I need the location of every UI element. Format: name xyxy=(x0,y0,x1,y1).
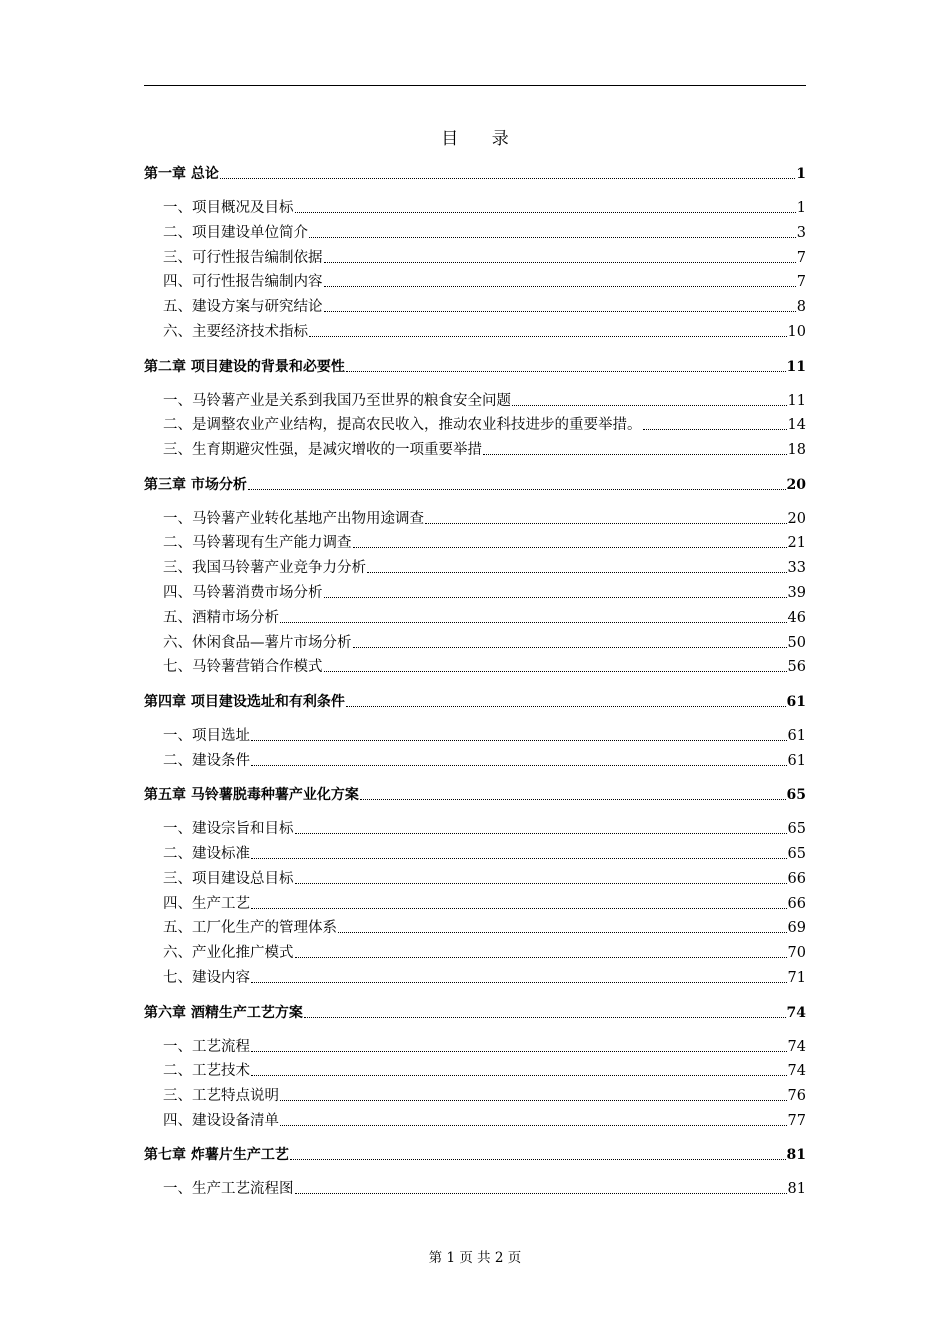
toc-chapter-entry[interactable] xyxy=(144,472,806,494)
toc-page-number: 69 xyxy=(787,920,806,937)
toc-page-number: 33 xyxy=(787,560,806,577)
dot-leader xyxy=(220,178,795,179)
dot-leader xyxy=(251,1051,787,1052)
toc-section-entry[interactable] xyxy=(144,965,806,987)
toc-page-number: 61 xyxy=(787,727,806,744)
toc-section-entry[interactable] xyxy=(144,506,806,528)
dot-leader xyxy=(512,405,787,406)
dot-leader xyxy=(251,765,787,766)
toc-entry-label: 七、马铃薯营销合作模式 xyxy=(163,659,323,676)
toc-section-entry[interactable] xyxy=(144,269,806,291)
toc-page-number: 8 xyxy=(796,299,806,316)
toc-page-number: 20 xyxy=(787,510,806,527)
toc-entry-label: 四、生产工艺 xyxy=(163,895,250,912)
dot-leader xyxy=(251,982,787,983)
toc-section-entry[interactable] xyxy=(144,1034,806,1056)
toc-chapter-entry[interactable] xyxy=(144,1000,806,1022)
dot-leader xyxy=(346,706,786,707)
toc-section-entry[interactable] xyxy=(144,915,806,937)
toc-section-entry[interactable] xyxy=(144,723,806,745)
toc-entry-label: 一、工艺流程 xyxy=(163,1038,250,1055)
toc-entry-label: 二、建设标准 xyxy=(163,846,250,862)
toc-page-number: 66 xyxy=(787,895,806,912)
dot-leader xyxy=(353,547,787,548)
toc-entry-label: 三、生育期避灾性强，是减灾增收的一项重要举措 xyxy=(163,442,482,459)
toc-entry-label: 一、项目概况及目标 xyxy=(163,200,294,216)
dot-leader xyxy=(290,1159,786,1160)
toc-page-number: 11 xyxy=(787,392,806,409)
dot-leader xyxy=(324,262,796,263)
dot-leader xyxy=(280,1100,787,1101)
toc-page-number: 81 xyxy=(786,1147,806,1164)
dot-leader xyxy=(367,572,787,573)
toc-entry-label: 第一章 总论 xyxy=(144,166,219,182)
toc-entry-label: 二、工艺技术 xyxy=(163,1063,250,1080)
toc-entry-label: 三、项目建设总目标 xyxy=(163,870,294,887)
toc-section-entry[interactable] xyxy=(144,555,806,577)
toc-page-number: 74 xyxy=(787,1038,806,1055)
toc-page-number: 61 xyxy=(786,693,806,710)
toc-section-entry[interactable] xyxy=(144,195,806,217)
toc-entry-label: 四、可行性报告编制内容 xyxy=(163,274,323,291)
toc-entry-label: 第七章 炸薯片生产工艺 xyxy=(144,1147,289,1164)
toc-entry-label: 一、建设宗旨和目标 xyxy=(163,821,294,838)
toc-section-entry[interactable] xyxy=(144,388,806,410)
toc-entry-label: 一、马铃薯产业转化基地产出物用途调查 xyxy=(163,510,424,527)
dot-leader xyxy=(304,1017,786,1018)
toc-page-number: 39 xyxy=(787,585,806,601)
toc-page-number: 3 xyxy=(796,224,806,241)
toc-entry-label: 五、酒精市场分析 xyxy=(163,609,279,626)
toc-page-number: 14 xyxy=(787,417,806,434)
toc-title: 目 录 xyxy=(441,129,523,149)
dot-leader xyxy=(251,740,787,741)
toc-page-number: 61 xyxy=(787,752,806,769)
toc-chapter-entry[interactable] xyxy=(144,689,806,711)
toc-section-entry[interactable] xyxy=(144,630,806,652)
toc-page-number: 1 xyxy=(796,200,806,216)
toc-section-entry[interactable] xyxy=(144,1176,806,1198)
toc-section-entry[interactable] xyxy=(144,1083,806,1105)
dot-leader xyxy=(425,523,787,524)
toc-section-entry[interactable] xyxy=(144,940,806,962)
toc-page-number: 81 xyxy=(787,1181,806,1198)
toc-entry-label: 四、建设设备清单 xyxy=(163,1112,279,1129)
toc-entry-label: 五、建设方案与研究结论 xyxy=(163,299,323,316)
dot-leader xyxy=(360,799,786,800)
toc-entry-label: 第六章 酒精生产工艺方案 xyxy=(144,1004,303,1021)
header-rule xyxy=(144,85,806,86)
toc-page-number: 50 xyxy=(787,634,806,651)
toc-entry-label: 六、主要经济技术指标 xyxy=(163,324,308,340)
toc-section-entry[interactable] xyxy=(144,654,806,676)
toc-chapter-entry[interactable] xyxy=(144,354,806,376)
dot-leader xyxy=(248,489,786,490)
toc-entry-label: 三、我国马铃薯产业竞争力分析 xyxy=(163,560,366,577)
toc-entry-label: 一、项目选址 xyxy=(163,727,250,744)
toc-chapter-entry[interactable] xyxy=(144,161,806,183)
toc-section-entry[interactable] xyxy=(144,1108,806,1130)
toc-section-entry[interactable] xyxy=(144,220,806,242)
toc-entry-label: 五、工厂化生产的管理体系 xyxy=(163,920,337,937)
toc-section-entry[interactable] xyxy=(144,816,806,838)
toc-section-entry[interactable] xyxy=(144,748,806,770)
toc-entry-label: 二、项目建设单位简介 xyxy=(163,224,308,241)
toc-page-number: 7 xyxy=(796,274,806,291)
dot-leader xyxy=(251,908,787,909)
toc-entry-label: 二、是调整农业产业结构，提高农民收入，推动农业科技进步的重要举措。 xyxy=(163,417,642,434)
dot-leader xyxy=(324,597,787,598)
toc-section-entry[interactable] xyxy=(144,245,806,267)
toc-section-entry[interactable] xyxy=(144,891,806,913)
dot-leader xyxy=(309,336,787,337)
toc-page-number: 10 xyxy=(787,324,806,340)
dot-leader xyxy=(353,647,787,648)
toc-page-number: 11 xyxy=(786,358,806,375)
toc-section-entry[interactable] xyxy=(144,605,806,627)
toc-page-number: 65 xyxy=(787,846,806,862)
toc-page-number: 46 xyxy=(787,609,806,626)
toc-section-entry[interactable] xyxy=(144,1058,806,1080)
toc-page-number: 18 xyxy=(787,442,806,459)
toc-entry-label: 一、马铃薯产业是关系到我国乃至世界的粮食安全问题 xyxy=(163,392,511,409)
toc-page-number: 76 xyxy=(787,1088,806,1105)
toc-entry-label: 六、产业化推广模式 xyxy=(163,945,294,962)
dot-leader xyxy=(643,429,787,430)
toc-entry-label: 二、马铃薯现有生产能力调查 xyxy=(163,535,352,552)
dot-leader xyxy=(324,311,796,312)
dot-leader xyxy=(251,858,787,859)
dot-leader xyxy=(280,622,787,623)
toc-page-number: 70 xyxy=(787,945,806,962)
toc-section-entry[interactable] xyxy=(144,294,806,316)
dot-leader xyxy=(324,286,796,287)
toc-entry-label: 三、工艺特点说明 xyxy=(163,1088,279,1105)
toc-page-number: 71 xyxy=(787,970,806,986)
toc-chapter-entry[interactable] xyxy=(144,782,806,804)
dot-leader xyxy=(295,883,787,884)
dot-leader xyxy=(295,833,787,834)
toc-entry-label: 七、建设内容 xyxy=(163,970,250,986)
toc-entry-label: 三、可行性报告编制依据 xyxy=(163,249,323,266)
toc-entry-label: 第四章 项目建设选址和有利条件 xyxy=(144,693,345,710)
toc-page-number: 1 xyxy=(796,166,806,182)
toc-page-number: 20 xyxy=(786,476,806,493)
toc-page-number: 74 xyxy=(786,1004,806,1021)
toc-section-entry[interactable] xyxy=(144,580,806,602)
toc-entry-label: 二、建设条件 xyxy=(163,752,250,769)
toc-page-number: 77 xyxy=(787,1112,806,1129)
toc-section-entry[interactable] xyxy=(144,841,806,863)
toc-section-entry[interactable] xyxy=(144,530,806,552)
dot-leader xyxy=(295,957,787,958)
toc-section-entry[interactable] xyxy=(144,412,806,434)
toc-entry-label: 第三章 市场分析 xyxy=(144,476,247,493)
toc-entry-label: 六、休闲食品—薯片市场分析 xyxy=(163,634,352,651)
page-footer: 第 1 页 共 2 页 xyxy=(428,1250,522,1266)
toc-entry-label: 一、生产工艺流程图 xyxy=(163,1181,294,1198)
dot-leader xyxy=(251,1075,787,1076)
toc-entry-label: 第五章 马铃薯脱毒种薯产业化方案 xyxy=(144,787,359,804)
toc-page-number: 74 xyxy=(787,1063,806,1080)
toc-section-entry[interactable] xyxy=(144,319,806,341)
dot-leader xyxy=(338,932,787,933)
toc-entry-label: 第二章 项目建设的背景和必要性 xyxy=(144,358,345,375)
toc-chapter-entry[interactable] xyxy=(144,1142,806,1164)
toc-page-number: 21 xyxy=(787,535,806,552)
dot-leader xyxy=(280,1125,787,1126)
dot-leader xyxy=(483,454,787,455)
toc-entry-label: 四、马铃薯消费市场分析 xyxy=(163,585,323,601)
dot-leader xyxy=(324,671,787,672)
dot-leader xyxy=(346,371,786,372)
toc-section-entry[interactable] xyxy=(144,437,806,459)
toc-page-number: 65 xyxy=(787,821,806,838)
toc-page-number: 65 xyxy=(786,787,806,804)
toc-section-entry[interactable] xyxy=(144,866,806,888)
dot-leader xyxy=(309,237,796,238)
dot-leader xyxy=(295,1193,787,1194)
dot-leader xyxy=(295,212,796,213)
toc-page-number: 56 xyxy=(787,659,806,676)
toc-page-number: 66 xyxy=(787,870,806,887)
toc-page-number: 7 xyxy=(796,249,806,266)
